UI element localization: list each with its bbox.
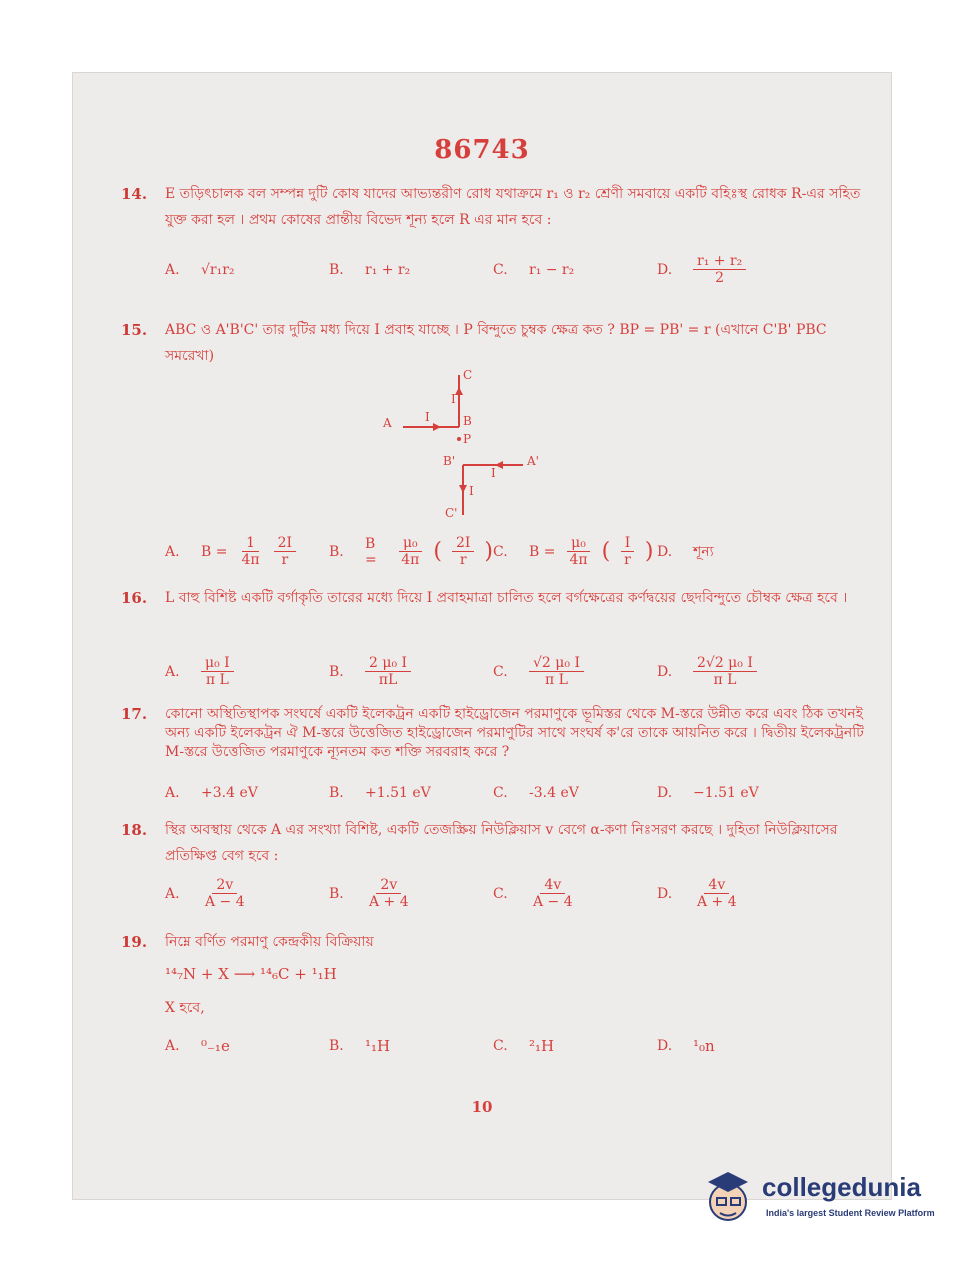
arrow-down <box>459 485 467 493</box>
collegedunia-logo-icon <box>700 1168 756 1226</box>
label-i-4: I <box>469 484 474 498</box>
label-a-prime: A' <box>527 454 539 468</box>
label-c: C <box>463 368 473 382</box>
option-c: C. B = $\frac{\text{μ₀}}{4\pi}$ ( $\frac{I}{r}$ ) <box>493 535 654 568</box>
options-18 <box>165 877 851 910</box>
paper-code: 86743 <box>434 135 530 165</box>
option-d: D. ¹₀n <box>657 1037 715 1055</box>
point-p <box>457 437 461 441</box>
label-c-prime: C' <box>445 506 458 520</box>
arrow-left <box>495 461 503 469</box>
label-p: P <box>463 432 472 446</box>
option-d: D. $\frac{\text{2√2 μ₀ I}}{\text{π L}}$ <box>657 655 821 688</box>
label-i-2: I <box>425 410 430 424</box>
options-19 <box>165 1037 851 1055</box>
arrow-up <box>455 387 463 395</box>
option-a: A. √r₁r₂ <box>165 261 235 278</box>
brand-watermark <box>700 1168 950 1228</box>
label-b-prime: B' <box>443 454 456 468</box>
options-14 <box>165 253 851 286</box>
question-text: ABC ও A'B'C' তার দুটির মধ্য দিয়ে I প্রবাহ যাচ্ছে । P বিন্দুতে চুম্বক ক্ষেত্র কত ? BP = PB' = r (এখানে C'B' PBC সমরেখা) <box>165 322 827 364</box>
question-number: 15. <box>121 321 148 339</box>
option-a: A. +3.4 eV <box>165 785 258 801</box>
nuclear-reaction: ¹⁴₇N + X ⟶ ¹⁴₆C + ¹₁H <box>165 965 337 983</box>
brand-name: collegedunia <box>762 1172 921 1202</box>
option-b: B. +1.51 eV <box>329 785 431 801</box>
option-d: D. −1.51 eV <box>657 785 759 801</box>
options-15 <box>165 535 851 568</box>
options-17 <box>165 785 851 801</box>
option-c: C. $\frac{4v}{A - 4}$ <box>493 877 573 910</box>
question-16 <box>121 585 867 611</box>
page-number: 10 <box>471 1098 493 1116</box>
option-c: C. ²₁H <box>493 1037 555 1055</box>
question-number: 16. <box>121 589 148 607</box>
option-b: B. ¹₁H <box>329 1037 391 1055</box>
label-a: A <box>383 416 392 430</box>
question-17 <box>121 705 867 762</box>
option-a: A. $\frac{2v}{A - 4}$ <box>165 877 245 910</box>
option-c: C. -3.4 eV <box>493 785 579 801</box>
brand-tagline: India's largest Student Review Platform <box>766 1208 935 1218</box>
option-b: B. $\frac{2v}{A + 4}$ <box>329 877 409 910</box>
question-19 <box>121 929 867 1021</box>
option-c: C. r₁ − r₂ <box>493 261 575 278</box>
option-d: D. $\frac{\text{r₁ + r₂}}{2}$ <box>657 253 821 286</box>
question-18 <box>121 817 867 869</box>
wire-diagram <box>373 365 573 525</box>
options-16 <box>165 655 851 688</box>
option-c: C. $\frac{\text{√2 μ₀ I}}{\text{π L}}$ <box>493 655 657 688</box>
option-b: B. r₁ + r₂ <box>329 261 411 278</box>
label-b: B <box>463 414 472 428</box>
question-number: 18. <box>121 821 148 839</box>
option-a: A. ⁰₋₁e <box>165 1037 230 1055</box>
question-15 <box>121 317 867 369</box>
question-number: 19. <box>121 933 148 951</box>
question-text: কোনো অস্থিতিস্থাপক সংঘর্ষে একটি ইলেকট্রন একটি হাইড্রোজেন পরমাণুকে ভূমিস্তর থেকে M-স্তরে উন্নীত করে এবং ঠিক তখনই অন্য একটি ইলেকট্রন ঐ M-স্তরে উত্তেজিত হাইড্রোজেন পরমাণুটির সাথে সংঘর্ষ ক'রে তাকে আয়নিত করে । দ্বিতীয় ইলেকট্রনটি M-স্তরে উত্তেজিত পরমাণুকে ন্যূনতম কত শক্তি সরবরাহ করে ? <box>165 706 864 760</box>
option-d: D. $\frac{4v}{A + 4}$ <box>657 877 737 910</box>
option-d: D. শূন্য <box>657 543 714 560</box>
label-i-3: I <box>491 466 496 480</box>
question-14 <box>121 181 867 233</box>
question-text: নিম্নে বর্ণিত পরমাণু কেন্দ্রকীয় বিক্রিয়ায় <box>165 934 374 950</box>
question-text: E তড়িৎচালক বল সম্পন্ন দুটি কোষ যাদের আভ্যন্তরীণ রোধ যথাক্রমে r₁ ও r₂ শ্রেণী সমবায়ে একটি বহিঃস্থ রোধক R-এর সহিত যুক্ত করা হল । প্রথম কোষের প্রান্তীয় বিভেদ শূন্য হলে R এর মান হবে : <box>165 186 861 228</box>
question-number: 17. <box>121 705 148 723</box>
option-a: A. $\frac{\text{μ₀ I}}{\text{π L}}$ <box>165 655 329 688</box>
option-b: B. $\frac{\text{2 μ₀ I}}{\pi L}$ <box>329 655 493 688</box>
question-number: 14. <box>121 185 148 203</box>
option-b: B. B = $\frac{\text{μ₀}}{4\pi}$ ( $\frac{2I}{r}$ ) <box>329 535 493 568</box>
question-text: L বাহু বিশিষ্ট একটি বর্গাকৃতি তারের মধ্যে দিয়ে I প্রবাহমাত্রা চালিত হলে বর্গক্ষেত্রের কর্ণদ্বয়ের ছেদবিন্দুতে চৌম্বক ক্ষেত্র হবে । <box>165 590 848 606</box>
arrow-right <box>433 423 441 431</box>
label-i-1: I <box>451 392 456 406</box>
exam-page <box>72 72 892 1200</box>
option-a: A. B = $\frac{1}{4\pi}$ $\frac{2I}{r}$ <box>165 535 329 568</box>
question-text: স্থির অবস্থায় থেকে A এর সংখ্যা বিশিষ্ট, একটি তেজস্ক্রিয় নিউক্লিয়াস v বেগে α-কণা নিঃসরণ করছে । দুহিতা নিউক্লিয়াসের প্রতিক্ষিপ্ত বেগ হবে : <box>165 822 838 864</box>
question-tail: X হবে, <box>165 1000 205 1016</box>
